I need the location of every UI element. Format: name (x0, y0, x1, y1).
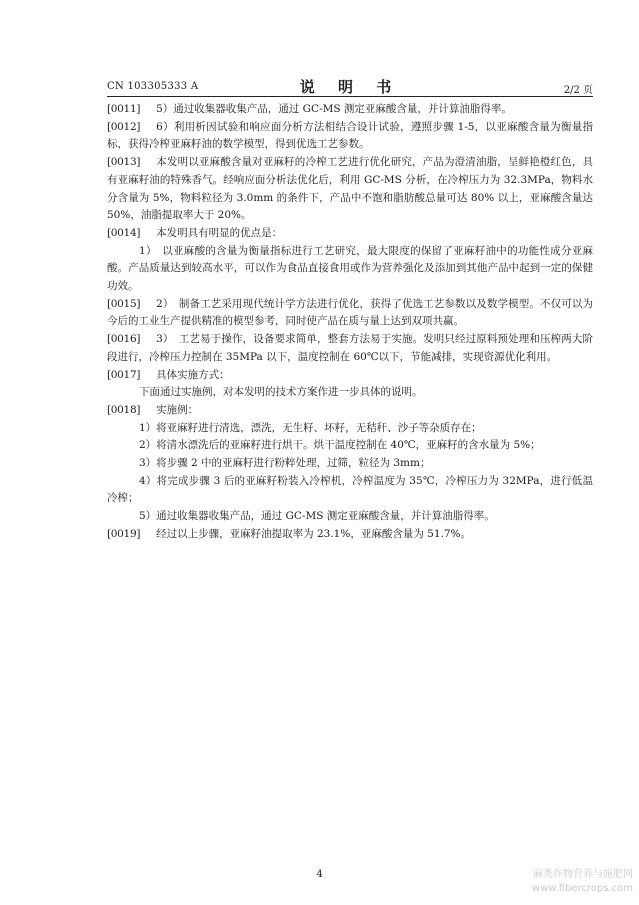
paragraph-tag: [0011] (107, 103, 141, 115)
paragraph-tag: [0017] (107, 368, 141, 381)
paragraph-tag: [0019] (107, 527, 141, 540)
example-step-5: 5）通过收集器收集产品，通过 GC-MS 测定亚麻酸含量，并计算油脂得率。 (139, 510, 495, 523)
paragraph-text: 3） 工艺易于操作，设备要求简单，整套方法易于实施。发明只经过原料预处理和压榨两大阶段进行，冷榨压力控制在 35MPa 以下，温度控制在 60℃以下，节能减排，实现资源优化利用。 (107, 333, 593, 363)
paragraph-tag: [0012] (107, 120, 141, 133)
paragraph-text: 5）通过收集器收集产品，通过 GC-MS 测定亚麻酸含量，并计算油脂得率。 (156, 103, 512, 115)
paragraph-text: 实施例： (156, 403, 199, 416)
paragraph-text: 6）利用析因试验和响应面分析方法相结合设计试验，遵照步骤 1-5，以亚麻酸含量为衡量指标，获得冷榨亚麻籽油的数学模型，得到优选工艺参数。 (107, 120, 593, 151)
paragraph-text: 本发明以亚麻酸含量对亚麻籽的冷榨工艺进行优化研究，产品为澄清油脂，呈鲜艳橙红色，具有亚麻籽油的特殊香气。经响应面分析法优化后，利用 GC-MS 分析，在冷榨压力为 32.3MPa，物料水分含量为 5%，物料粒径为 3.0mm 的条件下，产品中不饱和脂肪酸总量可达 80% 以上，亚麻酸含量达 50%，油脂提取率大于 20%。 (107, 156, 593, 222)
paragraph-tag: [0014] (107, 226, 141, 239)
watermark (532, 868, 633, 896)
paragraph-0018 (107, 402, 593, 420)
paragraph-0012 (107, 119, 593, 154)
example-step-4: 4）将完成步骤 3 后的亚麻籽粉装入冷榨机，冷榨温度为 35℃，冷榨压力为 32MPa，进行低温冷榨； (107, 474, 593, 505)
example-step-3: 3）将步骤 2 中的亚麻籽进行粉粹处理，过筛，粒径为 3mm； (139, 457, 431, 470)
example-step-2: 2）将清水漂洗后的亚麻籽进行烘干。烘干温度控制在 40℃，亚麻籽的含水量为 5%； (139, 439, 541, 452)
document-header (107, 78, 593, 97)
watermark-url: www.fibercrops.com (531, 883, 633, 894)
paragraph-0016 (107, 331, 593, 366)
paragraph-text: 本发明具有明显的优点是： (156, 226, 283, 239)
paragraph-text: 2） 制备工艺采用现代统计学方法进行优化，获得了优选工艺参数以及数学模型。不仅可以为今后的工业生产提供精准的模型参考，同时使产品在质与量上达到双项共赢。 (107, 297, 593, 328)
page-indicator: 2/2 页 (563, 85, 593, 96)
paragraph-0017-line2: 下面通过实施例，对本发明的技术方案作进一步具体的说明。 (139, 386, 423, 399)
paragraph-0011 (107, 101, 593, 119)
page-title: 说 明 书 (299, 78, 401, 96)
paragraph-0014 (107, 225, 593, 243)
paragraph-0013 (107, 154, 593, 225)
page-number: 4 (316, 869, 323, 880)
document-body (107, 101, 593, 544)
paragraph-text: 具体实施方式： (156, 368, 230, 381)
paragraph-tag: [0016] (107, 333, 141, 346)
paragraph-tag: [0015] (107, 297, 141, 310)
paragraph-0019 (107, 526, 593, 544)
advantage-item-1: 1） 以亚麻酸的含量为衡量指标进行工艺研究，最大限度的保留了亚麻籽油中的功能性成分亚麻酸。产品质量达到较高水平，可以作为食品直接食用或作为营养强化及添加到其他产品中起到一定的保健功效。 (107, 244, 593, 293)
watermark-site-name: 麻类作物营养与施肥网 (533, 869, 633, 880)
publication-number: CN 103305333 A (107, 81, 199, 92)
paragraph-0015 (107, 296, 593, 331)
paragraph-tag: [0018] (107, 403, 141, 416)
example-step-1: 1）将亚麻籽进行清选，漂洗，无生籽、坏籽，无秸秆、沙子等杂质存在； (139, 421, 482, 434)
paragraph-0017 (107, 367, 593, 385)
paragraph-text: 经过以上步骤，亚麻籽油提取率为 23.1%，亚麻酸含量为 51.7%。 (156, 527, 472, 540)
paragraph-tag: [0013] (107, 156, 141, 169)
